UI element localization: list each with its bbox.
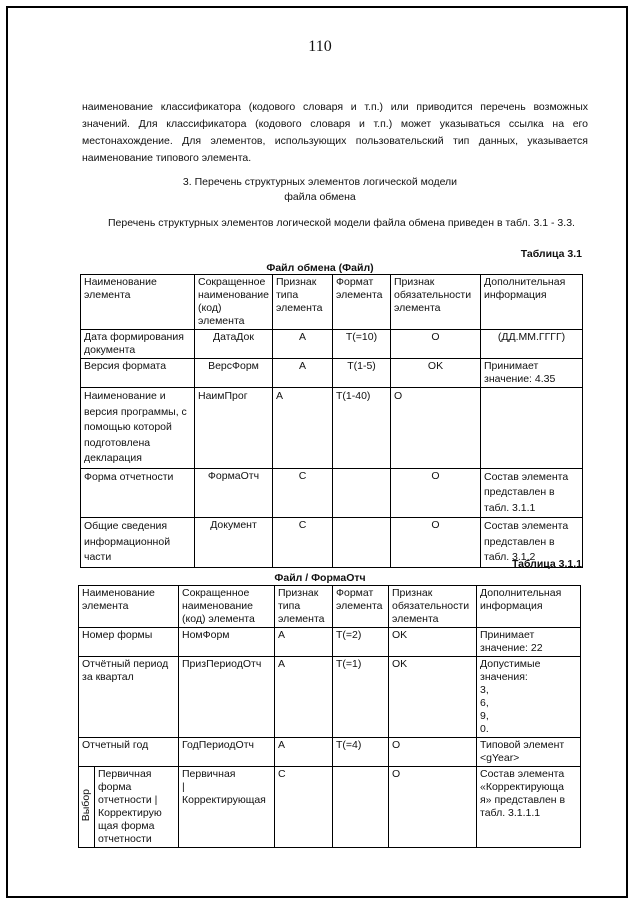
table-cell: НомФорм xyxy=(179,628,275,657)
header-cell: Признак типа элемента xyxy=(275,586,333,628)
table-cell: Дата формирования документа xyxy=(81,330,195,359)
table-cell: O xyxy=(389,738,477,767)
table-cell: T(1-40) xyxy=(333,388,391,469)
table-cell xyxy=(333,518,391,568)
table-cell: Наименование и версия программы, с помощью которой подготовлена декларация xyxy=(81,388,195,469)
table-cell: O xyxy=(389,767,477,848)
table-row xyxy=(81,518,583,568)
section-title-line-1: 3. Перечень структурных элементов логической модели xyxy=(182,176,458,188)
intro-sentence: Перечень структурных элементов логической модели файла обмена приведен в табл. 3.1 - 3.3. xyxy=(108,217,575,229)
table-cell: O xyxy=(391,468,481,518)
table-cell xyxy=(333,767,389,848)
table-header-row xyxy=(81,275,583,330)
table-cell: А xyxy=(275,628,333,657)
choice-side-cell xyxy=(79,767,95,848)
table-cell xyxy=(333,468,391,518)
table-cell: Первичная | Корректирующая xyxy=(179,767,275,848)
table-cell: Номер формы xyxy=(79,628,179,657)
header-cell: Сокращенное наименование (код) элемента xyxy=(179,586,275,628)
table-cell: OK xyxy=(389,628,477,657)
table-cell: А xyxy=(273,388,333,469)
table-cell: O xyxy=(391,518,481,568)
table-header-row xyxy=(79,586,581,628)
table-row xyxy=(79,738,581,767)
table-cell: T(=1) xyxy=(333,657,389,738)
table-3-1 xyxy=(80,274,583,568)
table-row xyxy=(79,657,581,738)
header-cell: Дополнительная информация xyxy=(477,586,581,628)
page-number: 110 xyxy=(308,38,332,55)
table-cell: Первичная форма отчетности | Корректирую щая форма отчетности xyxy=(95,767,179,848)
table-cell: Принимает значение: 4.35 xyxy=(481,359,583,388)
table-3-1-1 xyxy=(78,585,581,848)
table-cell: Отчетный год xyxy=(79,738,179,767)
table-cell: С xyxy=(273,468,333,518)
table-cell: А xyxy=(275,657,333,738)
table-row xyxy=(81,468,583,518)
table-cell: НаимПрог xyxy=(195,388,273,469)
header-cell: Признак типа элемента xyxy=(273,275,333,330)
table-3-1-1-caption: Файл / ФормаОтч xyxy=(274,572,366,584)
table-cell: Принимает значение: 22 xyxy=(477,628,581,657)
table-row xyxy=(81,330,583,359)
table-cell: OK xyxy=(389,657,477,738)
header-cell: Признак обязательности элемента xyxy=(389,586,477,628)
header-cell: Формат элемента xyxy=(333,275,391,330)
table-cell: Состав элемента «Корректирующа я» представлен в табл. 3.1.1.1 xyxy=(477,767,581,848)
table-3-1-label: Таблица 3.1 xyxy=(520,248,582,260)
table-cell: ДатаДок xyxy=(195,330,273,359)
table-cell: ВерсФорм xyxy=(195,359,273,388)
table-cell: Допустимые значения: 3, 6, 9, 0. xyxy=(477,657,581,738)
table-row xyxy=(81,388,583,469)
table-cell: ПризПериодОтч xyxy=(179,657,275,738)
table-cell: Состав элемента представлен в табл. 3.1.2 xyxy=(481,518,583,568)
table-cell: Версия формата xyxy=(81,359,195,388)
table-row xyxy=(79,628,581,657)
table-cell: T(=2) xyxy=(333,628,389,657)
header-cell: Признак обязательности элемента xyxy=(391,275,481,330)
table-row xyxy=(81,359,583,388)
table-cell: С xyxy=(273,518,333,568)
table-cell: O xyxy=(391,388,481,469)
table-cell: T(=10) xyxy=(333,330,391,359)
table-cell: А xyxy=(273,330,333,359)
table-cell: OK xyxy=(391,359,481,388)
table-cell: O xyxy=(391,330,481,359)
table-cell: T(1-5) xyxy=(333,359,391,388)
table-cell: (ДД.ММ.ГГГГ) xyxy=(481,330,583,359)
choice-side-label: Выбор xyxy=(80,788,92,822)
table-cell: Документ xyxy=(195,518,273,568)
table-cell: ГодПериодОтч xyxy=(179,738,275,767)
body-paragraph: наименование классификатора (кодового словаря и т.п.) или приводится перечень возможных значений. Для классификатора (кодового словаря и т.п.) может указываться ссылка на его местонахождение. Для элементов, использующих пользовательский тип данных, указывается наименование типового элемента. xyxy=(82,101,588,164)
table-cell: T(=4) xyxy=(333,738,389,767)
table-cell: ФормаОтч xyxy=(195,468,273,518)
table-3-1-caption: Файл обмена (Файл) xyxy=(266,262,374,274)
table-cell xyxy=(481,388,583,469)
header-cell: Наименование элемента xyxy=(81,275,195,330)
header-cell: Сокращенное наименование (код) элемента xyxy=(195,275,273,330)
table-cell: Общие сведения информационной части xyxy=(81,518,195,568)
header-cell: Дополнительная информация xyxy=(481,275,583,330)
table-cell: Типовой элемент <gYear> xyxy=(477,738,581,767)
table-cell: Отчётный период за квартал xyxy=(79,657,179,738)
table-cell: С xyxy=(275,767,333,848)
header-cell: Наименование элемента xyxy=(79,586,179,628)
section-title xyxy=(0,175,640,205)
table-cell: А xyxy=(275,738,333,767)
choice-row xyxy=(79,767,581,848)
table-cell: Состав элемента представлен в табл. 3.1.1 xyxy=(481,468,583,518)
table-3-1-1-label: Таблица 3.1.1 xyxy=(511,558,582,570)
header-cell: Формат элемента xyxy=(333,586,389,628)
table-cell: Форма отчетности xyxy=(81,468,195,518)
section-title-line-2: файла обмена xyxy=(284,191,356,203)
table-cell: А xyxy=(273,359,333,388)
